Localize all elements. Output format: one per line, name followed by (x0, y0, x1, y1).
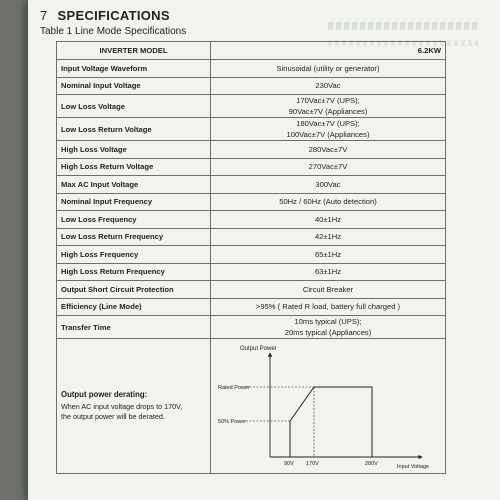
derating-row (57, 339, 446, 474)
x-tick-280v: 280V (365, 461, 378, 467)
spec-label: High Loss Return Frequency (57, 263, 211, 281)
spec-label: Nominal Input Frequency (57, 193, 211, 211)
spec-value-line: Circuit Breaker (302, 284, 354, 294)
y-axis-label: Output Power (240, 346, 277, 352)
derating-text-line: When AC input voltage drops to 170V, (61, 402, 183, 411)
model-value: 6.2KW (211, 42, 446, 60)
spec-label: High Loss Voltage (57, 141, 211, 159)
spec-row (57, 141, 446, 159)
spec-row (57, 298, 446, 316)
spec-value-line: 63±1Hz (314, 267, 342, 277)
spec-value (211, 193, 446, 211)
spec-label: Output Short Circuit Protection (57, 281, 211, 299)
spec-value-line: 270Vac±7V (308, 162, 348, 172)
x-tick-90v: 90V (284, 461, 294, 467)
spec-label: Input Voltage Waveform (57, 60, 211, 78)
derating-title: Output power derating: (61, 390, 148, 399)
spec-row (57, 316, 446, 339)
spec-label: Efficiency (Line Mode) (57, 298, 211, 316)
spec-value-line: 65±1Hz (314, 249, 342, 259)
spec-row (57, 228, 446, 246)
spec-label: Max AC Input Voltage (57, 176, 211, 194)
spec-value (211, 176, 446, 194)
spec-row (57, 281, 446, 299)
section-heading (40, 8, 170, 23)
derating-curve (290, 387, 372, 457)
manual-page (28, 0, 500, 500)
spec-value-line: >95% ( Rated R load, battery full charged ) (255, 302, 401, 312)
spec-value-line: 90Vac±7V (Appliances) (288, 107, 368, 116)
derating-graph (212, 339, 444, 471)
spec-label: Low Loss Return Voltage (57, 118, 211, 141)
spec-value (211, 316, 446, 339)
spec-row (57, 77, 446, 95)
derating-cell (57, 339, 211, 474)
spec-value-line: 280Vac±7V (308, 144, 348, 154)
spec-value-line: 300Vac (315, 179, 341, 189)
spec-label: Low Loss Voltage (57, 95, 211, 118)
spec-value (211, 60, 446, 78)
spec-value (211, 141, 446, 159)
spec-value (211, 246, 446, 264)
spec-label: High Loss Frequency (57, 246, 211, 264)
spec-value (211, 281, 446, 299)
spec-row (57, 176, 446, 194)
table-header-row (57, 42, 446, 60)
model-label: INVERTER MODEL (57, 42, 211, 60)
spec-value (211, 263, 446, 281)
spec-row (57, 211, 446, 229)
spec-value-line: 170Vac±7V (UPS); (296, 96, 360, 105)
half-power-label: 50% Power (218, 419, 247, 425)
spec-value (211, 118, 446, 141)
spec-value (211, 158, 446, 176)
section-title: SPECIFICATIONS (57, 8, 170, 23)
spec-row (57, 118, 446, 141)
spec-value-line: 20ms typical (Appliances) (284, 328, 372, 337)
spec-value (211, 77, 446, 95)
spec-value (211, 298, 446, 316)
spec-value (211, 228, 446, 246)
spec-value (211, 95, 446, 118)
spec-value (211, 211, 446, 229)
spec-label: Low Loss Return Frequency (57, 228, 211, 246)
x-tick-170v: 170V (306, 461, 319, 467)
spec-value-line: 180Vac±7V (UPS); (296, 119, 360, 128)
spec-value-line: 42±1Hz (314, 232, 342, 242)
table-caption: Table 1 Line Mode Specifications (40, 26, 187, 37)
spec-label: Transfer Time (57, 316, 211, 339)
section-number: 7 (40, 8, 48, 23)
spec-row (57, 95, 446, 118)
spec-value-line: 100Vac±7V (Appliances) (286, 130, 370, 139)
spec-value-line: 40±1Hz (314, 214, 342, 224)
spec-value-line: Sinusoidal (utility or generator) (276, 63, 380, 73)
spec-row (57, 158, 446, 176)
spec-value-line: 230Vac (315, 81, 341, 91)
rated-power-label: Rated Power (218, 385, 250, 391)
spec-row (57, 60, 446, 78)
derating-text-line: the output power will be derated. (61, 412, 165, 421)
spec-row (57, 246, 446, 264)
spec-label: Low Loss Frequency (57, 211, 211, 229)
derating-text (61, 402, 206, 422)
spec-row (57, 263, 446, 281)
derating-graph-cell (211, 339, 446, 474)
spec-row (57, 193, 446, 211)
bleed-through-text (328, 22, 478, 30)
spec-value-line: 10ms typical (UPS); (294, 317, 362, 326)
spec-value-line: 50Hz / 60Hz (Auto detection) (279, 197, 377, 207)
spec-label: Nominal Input Voltage (57, 77, 211, 95)
x-axis-label: Input Voltage (397, 464, 430, 470)
spec-table (56, 41, 446, 474)
spec-label: High Loss Return Voltage (57, 158, 211, 176)
